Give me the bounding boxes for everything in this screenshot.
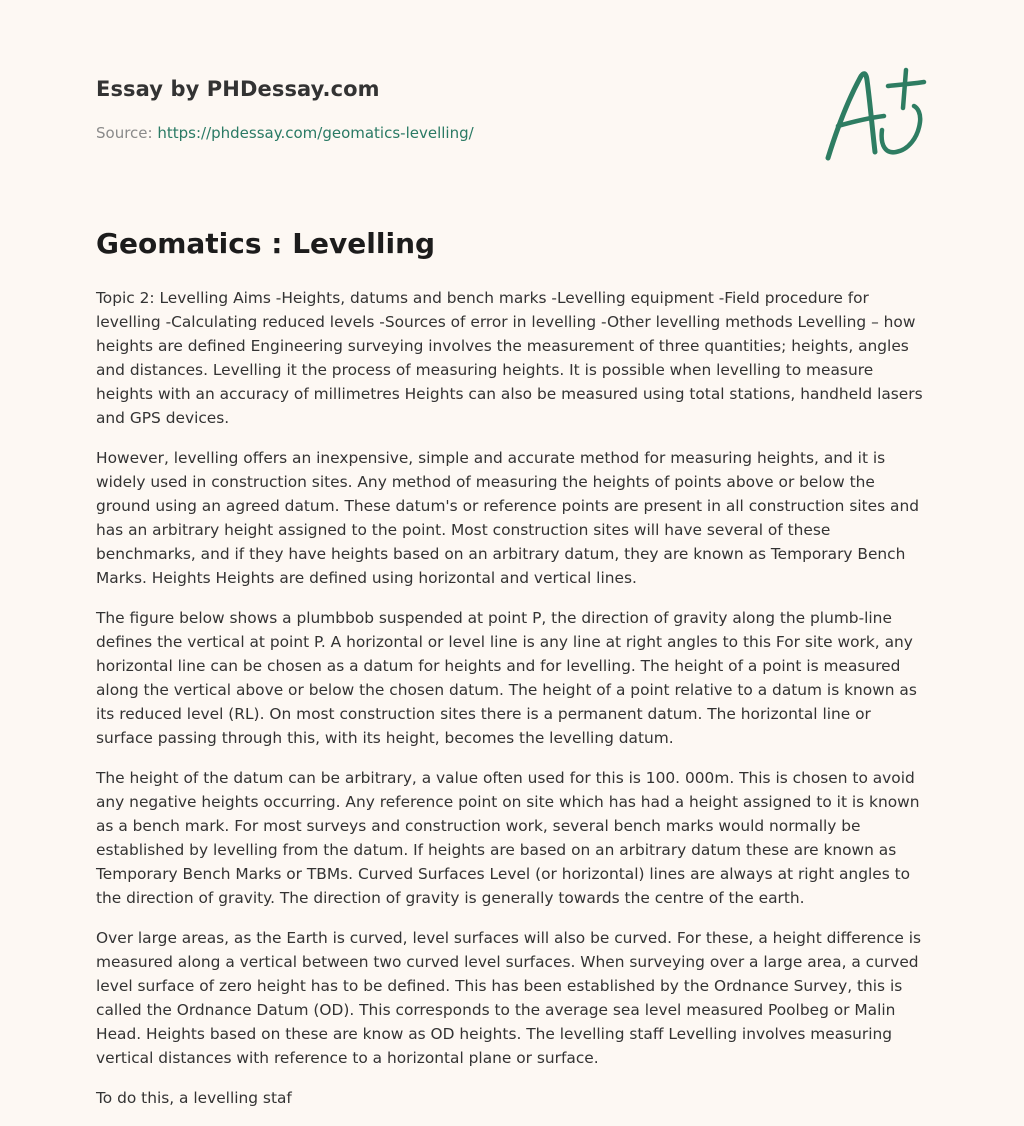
- source-line: [96, 123, 716, 143]
- body-paragraph: The figure below shows a plumbbob suspended at point P, the direction of gravity along the plumb-line defines the vertical at point P. A horizontal or level line is any line at right angles to this For site work, any horizontal line can be chosen as a datum for heights and for levelling. The height of a point is measured along the vertical above or below the chosen datum. The height of a point relative to a datum is known as its reduced level (RL). On most construction sites there is a permanent datum. The horizontal line or surface passing through this, with its height, becomes the levelling datum.: [96, 609, 917, 747]
- a-plus-logo-icon: [822, 66, 930, 166]
- body-paragraph: Over large areas, as the Earth is curved, level surfaces will also be curved. For these, a height difference is measured along a vertical between two curved level surfaces. When surveying over a large area, a curved level surface of zero height has to be defined. This has been established by the Ordnance Survey, this is called the Ordnance Datum (OD). This corresponds to the average sea level measured Poolbeg or Malin Head. Heights based on these are know as OD heights. The levelling staff Levelling involves measuring vertical distances with reference to a horizontal plane or surface.: [96, 929, 922, 1067]
- body-paragraph: However, levelling offers an inexpensive, simple and accurate method for measuring heights, and it is widely used in construction sites. Any method of measuring the heights of points above or below the ground using an agreed datum. These datum's or reference points are present in all construction sites and has an arbitrary height assigned to the point. Most construction sites will have several of these benchmarks, and if they have heights based on an arbitrary datum, they are known as Temporary Bench Marks. Heights Heights are defined using horizontal and vertical lines.: [96, 449, 919, 587]
- essay-body: [96, 286, 932, 1126]
- page-title: Geomatics : Levelling: [96, 227, 436, 260]
- body-paragraph: Topic 2: Levelling Aims -Heights, datums and bench marks -Levelling equipment -Field procedure for levelling -Calculating reduced levels -Sources of error in levelling -Other levelling methods Levelling – how heights are defined Engineering surveying involves the measurement of three quantities; heights, angles and distances. Levelling it the process of measuring heights. It is possible when levelling to measure heights with an accuracy of millimetres Heights can also be measured using total stations, handheld lasers and GPS devices.: [96, 289, 923, 427]
- body-paragraph: To do this, a levelling staf: [96, 1089, 292, 1107]
- essay-header: [96, 74, 716, 143]
- source-link[interactable]: https://phdessay.com/geomatics-levelling/: [157, 124, 474, 142]
- body-paragraph: The height of the datum can be arbitrary, a value often used for this is 100. 000m. This is chosen to avoid any negative heights occurring. Any reference point on site which has had a height assigned to it is known as a bench mark. For most surveys and construction work, several bench marks would normally be established by levelling from the datum. If heights are based on an arbitrary datum these are known as Temporary Bench Marks or TBMs. Curved Surfaces Level (or horizontal) lines are always at right angles to the direction of gravity. The direction of gravity is generally towards the centre of the earth.: [96, 769, 920, 907]
- source-label: Source:: [96, 124, 153, 142]
- site-title: Essay by PHDessay.com: [96, 77, 380, 101]
